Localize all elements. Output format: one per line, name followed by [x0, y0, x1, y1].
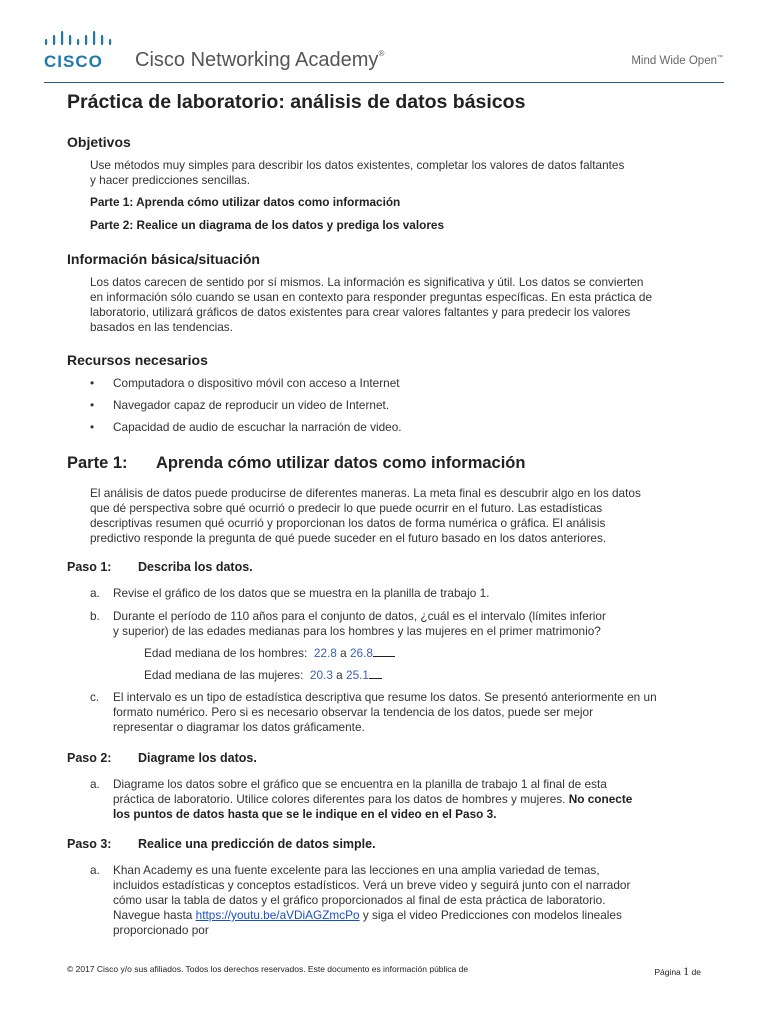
range-to: a: [340, 646, 347, 660]
item-marker: b.: [90, 609, 100, 623]
objetivos-text: [90, 158, 700, 188]
item-line: cómo usar la tabla de datos y el gráfico proporcionados al final de esta práctica de laboratorio.: [113, 893, 606, 907]
parte1-line: descriptivas resumen qué ocurrió y proporcionan los datos de forma numérica o gráfica. El análisis: [90, 516, 606, 530]
list-item-text: Navegador capaz de reproducir un video de Internet.: [113, 398, 390, 412]
answer-underline: [373, 646, 395, 657]
page-footer: [67, 964, 701, 978]
copyright-text: © 2017 Cisco y/o sus afiliados. Todos los derechos reservados. Este documento es información pública de: [67, 964, 469, 974]
parte1-heading: [67, 454, 525, 473]
cisco-logo-icon: [44, 30, 114, 48]
list-item-text: Computadora o dispositivo móvil con acceso a Internet: [113, 376, 400, 390]
bullet-icon: •: [90, 376, 95, 390]
women-label: Edad mediana de las mujeres:: [144, 668, 304, 682]
item-line: y superior) de las edades medianas para los hombres y las mujeres en el primer matrimonio?: [113, 624, 601, 638]
video-link[interactable]: https://youtu.be/aVDiAGZmcPo: [195, 908, 360, 922]
item-line: representar o diagramar los datos gráficamente.: [113, 720, 365, 734]
page-number: [654, 964, 701, 979]
objetivos-heading: Objetivos: [67, 134, 131, 150]
paso1-heading: [67, 560, 253, 574]
women-low-value: 20.3: [309, 668, 333, 682]
paso3-heading: [67, 837, 376, 851]
men-age-range: [144, 646, 395, 660]
women-age-range: [144, 668, 382, 682]
paso1-item-b: [90, 609, 700, 639]
paso3-item-a: [90, 863, 700, 938]
parte1-title: Aprenda cómo utilizar datos como información: [156, 454, 526, 472]
paso2-number: Paso 2:: [67, 751, 112, 765]
objetivos-line: Use métodos muy simples para describir los datos existentes, completar los valores de datos faltantes: [90, 158, 625, 172]
item-line: incluidos estadísticas y conceptos estadísticos. Verá un breve video y seguirá junto con el narrador: [113, 878, 631, 892]
brand-name: [135, 49, 384, 72]
bullet-icon: •: [90, 420, 95, 434]
info-text: [90, 275, 700, 335]
item-marker: a.: [90, 777, 100, 791]
recursos-heading: Recursos necesarios: [67, 352, 208, 368]
paso1-item-c: [90, 690, 700, 735]
item-line-text: y siga el video Predicciones con modelos lineales: [362, 908, 622, 922]
parte1-line: El análisis de datos puede producirse de diferentes maneras. La meta final es descubrir algo en los datos: [90, 486, 641, 500]
parte1-line: predictivo responde la pregunta de qué puede suceder en el futuro basado en los datos anteriores.: [90, 531, 607, 545]
bullet-icon: •: [90, 398, 95, 412]
tagline: [631, 55, 723, 67]
list-item: [90, 376, 690, 398]
list-item-text: Capacidad de audio de escuchar la narración de video.: [113, 420, 402, 434]
item-text: [113, 863, 700, 938]
parte1-text: [90, 486, 700, 546]
trademark-mark: ™: [717, 55, 723, 61]
info-line: laboratorio, utilizará gráficos de datos existentes para crear valores faltantes y para predecir los valores: [90, 305, 631, 319]
paso2-title: Diagrame los datos.: [138, 751, 257, 765]
info-line: Los datos carecen de sentido por sí mismos. La información es significativa y útil. Los datos se convierten: [90, 275, 644, 289]
registered-mark: ®: [378, 49, 385, 58]
list-item: [90, 398, 690, 420]
item-text: [113, 690, 700, 735]
item-marker: c.: [90, 690, 100, 704]
item-line: Khan Academy es una fuente excelente para las lecciones en una amplia variedad de temas,: [113, 863, 600, 877]
objetivos-part2: Parte 2: Realice un diagrama de los datos y prediga los valores: [90, 218, 445, 232]
item-line: proporcionado por: [113, 923, 209, 937]
list-item: [90, 420, 690, 442]
objetivos-line: y hacer predicciones sencillas.: [90, 173, 250, 187]
range-to: a: [336, 668, 343, 682]
cisco-logo-text: CISCO: [44, 52, 103, 71]
item-text: Revise el gráfico de los datos que se muestra en la planilla de trabajo 1.: [113, 586, 490, 600]
header-divider: [44, 82, 724, 83]
women-high-value: 25.1: [346, 668, 369, 682]
men-high-value: 26.8: [349, 646, 373, 660]
item-text: [113, 777, 700, 822]
info-line: en información sólo cuando se usan en contexto para responder preguntas específicas. En esta práctica de: [90, 290, 653, 304]
item-line: formato numérico. Pero si es necesario observar la tendencia de los datos, puede ser mejor: [113, 705, 593, 719]
page-number-value: 1: [683, 964, 690, 978]
page-label: Página: [654, 967, 681, 977]
paso1-number: Paso 1:: [67, 560, 112, 574]
item-text: [113, 609, 700, 639]
objetivos-part1: Parte 1: Aprenda cómo utilizar datos como información: [90, 195, 401, 209]
answer-underline: [369, 668, 382, 679]
men-label: Edad mediana de los hombres:: [144, 646, 308, 660]
paso1-title: Describa los datos.: [138, 560, 253, 574]
paso3-number: Paso 3:: [67, 837, 112, 851]
info-heading: Información básica/situación: [67, 251, 260, 267]
info-line: basados en las tendencias.: [90, 320, 233, 334]
item-line-emphasis: los puntos de datos hasta que se le indique en el video en el Paso 3.: [113, 807, 497, 821]
item-line: Durante el período de 110 años para el conjunto de datos, ¿cuál es el intervalo (límites inferior: [113, 609, 606, 623]
parte1-line: que dé perspectiva sobre qué ocurrió o predecir lo que puede ocurrir en el futuro. Las estadísticas: [90, 501, 603, 515]
paso3-title: Realice una predicción de datos simple.: [138, 837, 376, 851]
tagline-text: Mind Wide Open: [631, 55, 717, 67]
item-marker: a.: [90, 863, 100, 877]
paso2-item-a: [90, 777, 700, 822]
item-line-text: práctica de laboratorio. Utilice colores diferentes para los datos de hombres y mujeres.: [113, 792, 566, 806]
item-line: [113, 908, 700, 923]
recursos-list: [90, 376, 690, 442]
item-line: Diagrame los datos sobre el gráfico que se encuentra en la planilla de trabajo 1 al final de esta: [113, 777, 607, 791]
page-of: de: [691, 967, 701, 977]
parte1-number: Parte 1:: [67, 454, 128, 472]
paso2-heading: [67, 751, 257, 765]
paso1-item-a: [90, 586, 700, 601]
item-marker: a.: [90, 586, 100, 600]
item-line: [113, 792, 700, 807]
item-line-text: Navegue hasta: [113, 908, 193, 922]
item-line: El intervalo es un tipo de estadística descriptiva que resume los datos. Se presentó anteriormente en un: [113, 690, 657, 704]
brand-text: Cisco Networking Academy: [135, 49, 379, 71]
item-line-emphasis: No conecte: [568, 792, 633, 806]
men-low-value: 22.8: [313, 646, 337, 660]
page-header: [0, 0, 768, 82]
page-title: Práctica de laboratorio: análisis de datos básicos: [67, 91, 526, 113]
